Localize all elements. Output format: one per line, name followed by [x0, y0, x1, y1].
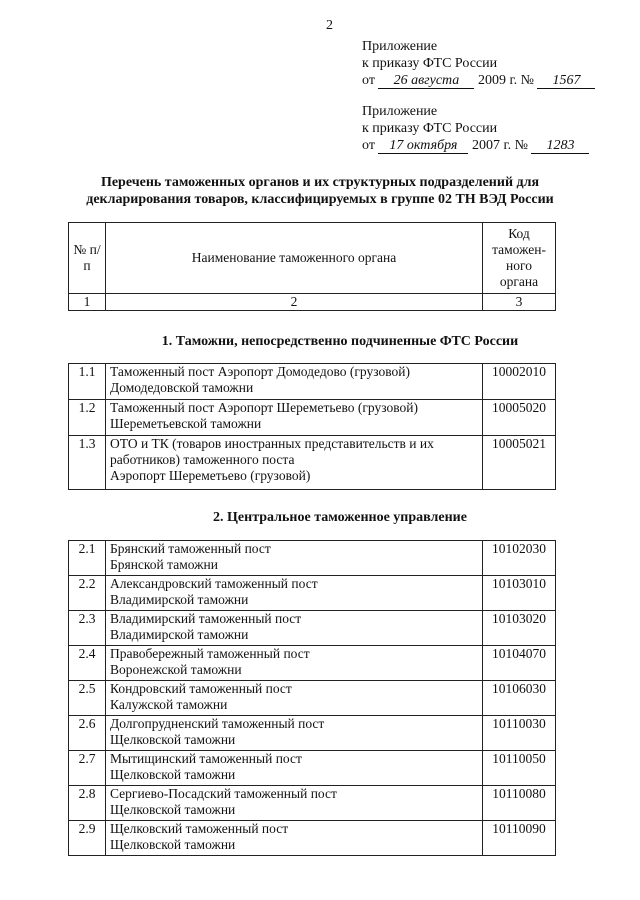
section-1-title: 1. Таможни, непосредственно подчиненные ФТС России [161, 334, 519, 349]
customs-code: 10103020 [483, 611, 556, 646]
table-row [69, 611, 556, 646]
customs-code: 10005020 [483, 400, 556, 436]
row-number: 2.2 [69, 576, 106, 611]
name-line: работников) таможенного поста [110, 452, 295, 467]
customs-office-name [106, 646, 483, 681]
appendix-block-2 [362, 103, 589, 154]
row-number: 2.1 [69, 541, 106, 576]
section-2-title: 2. Центральное таможенное управление [213, 510, 467, 525]
name-line: Аэропорт Шереметьево (грузовой) [110, 468, 311, 483]
table-row [69, 751, 556, 786]
table-row [69, 400, 556, 436]
row-number: 1.3 [69, 436, 106, 490]
row-number: 2.7 [69, 751, 106, 786]
customs-code: 10102030 [483, 541, 556, 576]
table-row [69, 541, 556, 576]
name-line: Владимирской таможни [110, 592, 249, 607]
table-row [69, 821, 556, 856]
customs-code: 10110030 [483, 716, 556, 751]
name-line: Владимирский таможенный пост [110, 611, 302, 626]
name-line: Домодедовской таможни [110, 380, 254, 395]
customs-code: 10106030 [483, 681, 556, 716]
customs-office-name [106, 576, 483, 611]
name-line: Правобережный таможенный пост [110, 646, 310, 661]
customs-office-name [106, 716, 483, 751]
customs-office-name [106, 611, 483, 646]
appendix-block-1 [362, 38, 595, 89]
section-1-table [68, 363, 556, 490]
name-line: Щелковской таможни [110, 802, 236, 817]
customs-office-name [106, 821, 483, 856]
customs-office-name [106, 541, 483, 576]
customs-office-name [106, 436, 483, 490]
row-number: 2.8 [69, 786, 106, 821]
customs-code: 10002010 [483, 364, 556, 400]
row-number: 2.3 [69, 611, 106, 646]
appendix-date: 17 октября [378, 138, 468, 154]
header-table: № п/п Наименование таможенного органа Код таможен-ного органа 1 2 3 [68, 222, 556, 311]
name-line: Щелковской таможни [110, 767, 236, 782]
header-col-number: № п/п [69, 223, 106, 294]
name-line: Щелковской таможни [110, 732, 236, 747]
row-number: 2.9 [69, 821, 106, 856]
appendix-date-line: от 17 октября 2007 г. № 1283 [362, 137, 589, 154]
header-col-name: Наименование таможенного органа [106, 223, 483, 294]
name-line: Брянский таможенный пост [110, 541, 271, 556]
customs-office-name [106, 751, 483, 786]
name-line: Шереметьевской таможни [110, 416, 262, 431]
row-number: 2.5 [69, 681, 106, 716]
appendix-label: Приложение [362, 104, 438, 119]
customs-code: 10110050 [483, 751, 556, 786]
table-row [69, 576, 556, 611]
appendix-date-line: от 26 августа 2009 г. № 1567 [362, 72, 595, 89]
name-line: Таможенный пост Аэропорт Шереметьево (грузовой) [110, 400, 419, 415]
customs-code: 10110080 [483, 786, 556, 821]
name-line: Воронежской таможни [110, 662, 242, 677]
name-line: Кондровский таможенный пост [110, 681, 292, 696]
name-line: Щелковской таможни [110, 837, 236, 852]
name-line: Щелковский таможенный пост [110, 821, 289, 836]
table-row [69, 364, 556, 400]
customs-office-name [106, 400, 483, 436]
row-number: 2.6 [69, 716, 106, 751]
row-number: 2.4 [69, 646, 106, 681]
table-row [69, 436, 556, 490]
appendix-label: Приложение [362, 39, 438, 54]
row-number: 1.1 [69, 364, 106, 400]
name-line: Мытищинский таможенный пост [110, 751, 302, 766]
name-line: Долгопрудненский таможенный пост [110, 716, 325, 731]
row-number: 1.2 [69, 400, 106, 436]
name-line: Калужской таможни [110, 697, 228, 712]
appendix-number: 1567 [537, 73, 595, 89]
name-line: Александровский таможенный пост [110, 576, 318, 591]
appendix-order-ref: к приказу ФТС России [362, 56, 498, 71]
customs-office-name [106, 364, 483, 400]
table-row [69, 646, 556, 681]
name-line: ОТО и ТК (товаров иностранных представительств и их [110, 436, 434, 451]
name-line: Владимирской таможни [110, 627, 249, 642]
document-title: Перечень таможенных органов и их структурных подразделений для декларирования товаров, классифицируемых в группе 02 ТН ВЭД России [86, 175, 554, 207]
appendix-number: 1283 [531, 138, 589, 154]
header-col-code: Код таможен-ного органа [483, 223, 556, 294]
table-row [69, 786, 556, 821]
customs-code: 10104070 [483, 646, 556, 681]
name-line: Таможенный пост Аэропорт Домодедово (грузовой) [110, 364, 410, 379]
customs-code: 10110090 [483, 821, 556, 856]
name-line: Сергиево-Посадский таможенный пост [110, 786, 337, 801]
name-line: Брянской таможни [110, 557, 218, 572]
customs-office-name [106, 681, 483, 716]
page-number: 2 [326, 18, 333, 33]
customs-code: 10103010 [483, 576, 556, 611]
appendix-date: 26 августа [378, 73, 474, 89]
table-row [69, 681, 556, 716]
customs-code: 10005021 [483, 436, 556, 490]
table-row [69, 716, 556, 751]
section-2-table [68, 540, 556, 856]
customs-office-name [106, 786, 483, 821]
appendix-order-ref: к приказу ФТС России [362, 121, 498, 136]
